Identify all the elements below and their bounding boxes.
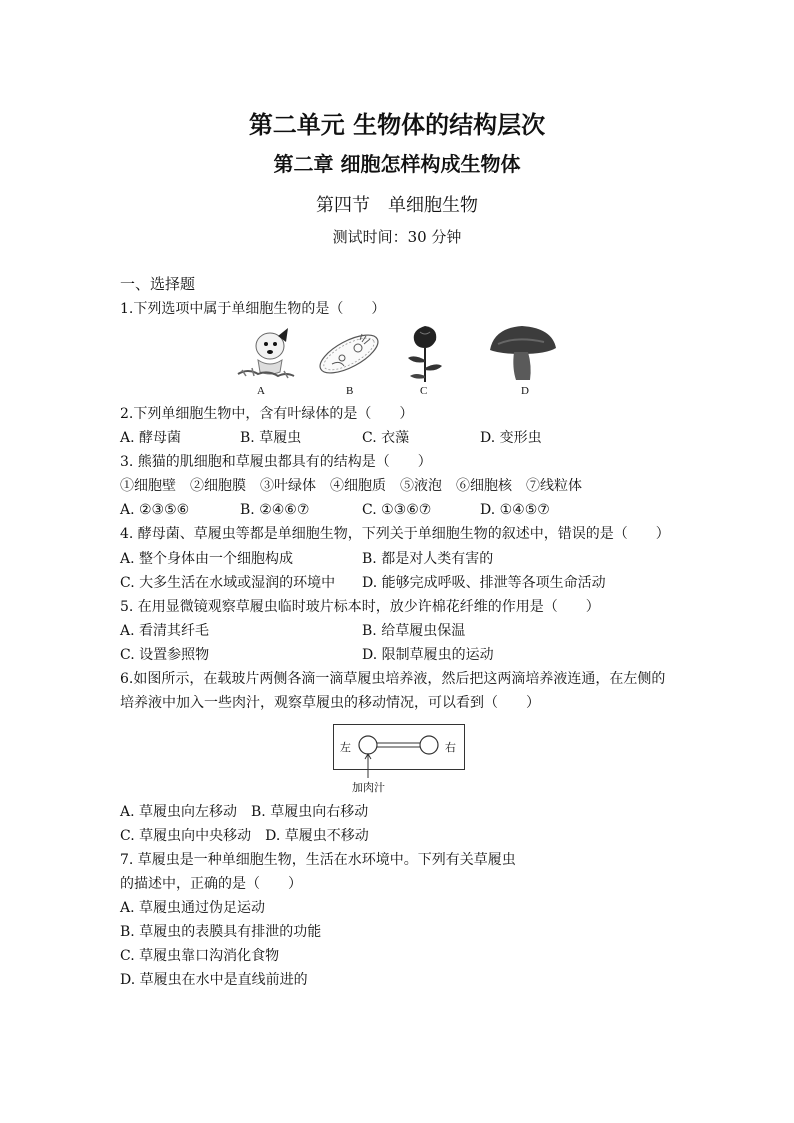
q5-stem: 5. 在用显微镜观察草履虫临时玻片标本时，放少许棉花纤维的作用是（ ） — [120, 599, 600, 615]
q2-option-b: B. 草履虫 — [240, 430, 302, 446]
q2-stem: 2.下列单细胞生物中，含有叶绿体的是（ ） — [120, 406, 414, 422]
q6-left-label: 左 — [340, 742, 351, 754]
q1-figure — [228, 322, 558, 400]
q6-options-line2: C. 草履虫向中央移动 D. 草履虫不移动 — [120, 828, 369, 844]
q6-options-line1: A. 草履虫向左移动 B. 草履虫向右移动 — [120, 804, 369, 820]
q7-stem-line1: 7. 草履虫是一种单细胞生物，生活在水环境中。下列有关草履虫 — [120, 852, 516, 868]
q5-option-a: A. 看清其纤毛 — [120, 623, 210, 639]
q5-option-c: C. 设置参照物 — [120, 647, 210, 663]
rose-image — [400, 322, 450, 384]
q3-option-d: D. ①④⑤⑦ — [480, 502, 550, 518]
section-title: 第四节 单细胞生物 — [316, 195, 478, 216]
q1-label-c: C — [420, 385, 428, 397]
q4-option-c: C. 大多生活在水域或湿润的环境中 — [120, 575, 336, 591]
q1-label-b: B — [346, 385, 354, 397]
q6-figure — [333, 724, 465, 794]
q6-stem-line1: 6.如图所示，在载玻片两侧各滴一滴草履虫培养液，然后把这两滴培养液连通，在左侧的 — [120, 671, 666, 687]
q5-option-d: D. 限制草履虫的运动 — [362, 647, 494, 663]
mushroom-image — [486, 322, 558, 384]
q6-stem-line2: 培养液中加入一些肉汁，观察草履虫的移动情况，可以看到（ ） — [120, 695, 540, 711]
paramecium-image — [314, 324, 384, 384]
q2-option-c: C. 衣藻 — [362, 430, 410, 446]
dog-image — [228, 324, 298, 384]
q1-label-a: A — [257, 385, 265, 397]
q1-label-d: D — [521, 385, 529, 397]
q3-stem: 3. 熊猫的肌细胞和草履虫都具有的结构是（ ） — [120, 454, 432, 470]
unit-title: 第二单元 生物体的结构层次 — [248, 111, 546, 139]
q3-option-a: A. ②③⑤⑥ — [120, 502, 190, 518]
q4-option-a: A. 整个身体由一个细胞构成 — [120, 551, 294, 567]
q6-arrow-label: 加肉汁 — [352, 782, 385, 794]
q7-option-c: C. 草履虫靠口沟消化食物 — [120, 948, 280, 964]
q5-option-b: B. 给草履虫保温 — [362, 623, 466, 639]
test-time: 测试时间：30 分钟 — [332, 228, 462, 246]
q7-option-a: A. 草履虫通过伪足运动 — [120, 900, 266, 916]
chapter-title: 第二章 细胞怎样构成生物体 — [273, 152, 521, 176]
q7-option-b: B. 草履虫的表膜具有排泄的功能 — [120, 924, 322, 940]
q7-option-d: D. 草履虫在水中是直线前进的 — [120, 972, 308, 988]
q2-option-a: A. 酵母菌 — [120, 430, 182, 446]
section-heading: 一、选择题 — [120, 275, 196, 293]
q3-structures: ①细胞壁 ②细胞膜 ③叶绿体 ④细胞质 ⑤液泡 ⑥细胞核 ⑦线粒体 — [120, 478, 582, 494]
q4-stem: 4. 酵母菌、草履虫等都是单细胞生物，下列关于单细胞生物的叙述中，错误的是（ ） — [120, 526, 670, 542]
q1-stem: 1.下列选项中属于单细胞生物的是（ ） — [120, 301, 386, 317]
q2-option-d: D. 变形虫 — [480, 430, 542, 446]
q4-option-b: B. 都是对人类有害的 — [362, 551, 494, 567]
q4-option-d: D. 能够完成呼吸、排泄等各项生命活动 — [362, 575, 606, 591]
q3-option-c: C. ①③⑥⑦ — [362, 502, 432, 518]
q7-stem-line2: 的描述中，正确的是（ ） — [120, 876, 302, 892]
q6-right-label: 右 — [445, 742, 456, 754]
q3-option-b: B. ②④⑥⑦ — [240, 502, 310, 518]
